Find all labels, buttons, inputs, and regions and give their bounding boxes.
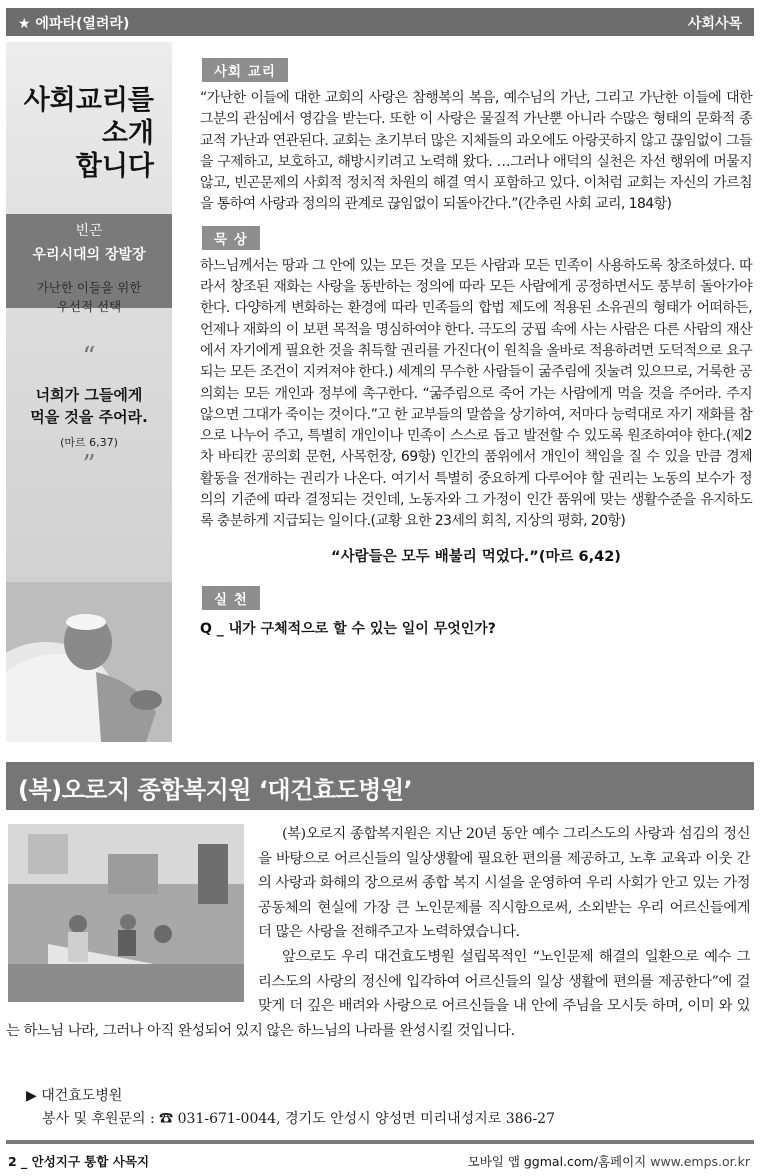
- sidebar: [6, 42, 172, 742]
- meditation-section: [200, 226, 752, 566]
- section-label: 사회 교리: [202, 58, 288, 82]
- feature-header-bar: [6, 762, 754, 810]
- feature-body: [6, 822, 750, 1043]
- open-quote-icon: “: [82, 342, 96, 372]
- contact-info: [26, 1085, 555, 1131]
- sidebar-subtitle: [6, 278, 172, 316]
- footer-divider: [6, 1140, 754, 1144]
- contact-title: ▶ 대건효도병원: [26, 1088, 123, 1104]
- sidebar-title: [6, 84, 154, 183]
- meditation-quote: “사람들은 모두 배불리 먹었다.”(마르 6,42): [331, 548, 621, 565]
- feature-title: (복)오로지 종합복지원 ‘대건효도병원’: [18, 776, 413, 804]
- sidebar-title-line: 소개: [101, 118, 154, 149]
- quote-reference: (마르 6,37): [60, 436, 118, 449]
- page-number-publication: 2 _ 안성지구 통합 사목지: [8, 1154, 150, 1169]
- sidebar-quote: [6, 384, 172, 428]
- subtitle-line: 우선적 선택: [56, 299, 122, 314]
- topic-subtitle: 우리시대의 장발장: [32, 247, 146, 263]
- quote-line: 먹을 것을 주어라.: [30, 408, 148, 426]
- praying-figure-image: [6, 582, 172, 742]
- practice-question: Q _ 내가 구체적으로 할 수 있는 일이 무엇인가?: [200, 620, 496, 637]
- main-content: [200, 58, 752, 638]
- teaching-text: “가난한 이들에 대한 교회의 사랑은 참행복의 복음, 예수님의 가난, 그리고 가난한 이들에 대한 그분의 관심에서 영감을 받는다. 또한 이 사랑은 물질적 가난뿐 아니라 수많은 형태의 문화적 종교적 가난과 연관된다. 교회는 초기부터 많은 지체들의 과오에도 아랑곳하지 않고 끊임없이 그들을 구제하고, 보호하고, 해방시키려고 노력해 왔다. …그러나 애덕의 실천은 자선 행위에 머물지 않고, 빈곤문제의 사회적 정치적 차원의 해결 역시 포함하고 있다. 이처럼 교회는 자신의 가르침을 통하여 사랑과 정의의 관계로 끊임없이 되돌아간다.”(간추린 사회 교리, 184항): [200, 90, 752, 213]
- sidebar-title-line: 합니다: [75, 151, 154, 182]
- footer-links: [468, 1152, 750, 1170]
- quote-line: 너희가 그들에게: [35, 386, 143, 404]
- mobile-app-link[interactable]: 모바일 앱 ggmal.com/홈페이지: [467, 1154, 647, 1169]
- feature-paragraph: 앞으로도 우리 대건효도병원 설립목적인 “노인문제 해결의 일환으로 예수 그리스도의 사랑의 정신에 입각하여 어르신들의 일상 생활에 편의를 제공한다”에 걸맞게 더 깊은 배려와 사랑으로 어르신들을 내 안에 주님을 모시듯 하며, 이미 와 있는 하느님 나라, 그러나 아직 완성되어 있지 않은 하느님의 나라를 완성시킬 것입니다.: [6, 948, 750, 1039]
- section-name: ★ 에파타(열려라): [18, 16, 130, 32]
- homepage-link[interactable]: www.emps.or.kr: [650, 1154, 750, 1169]
- topic-name: 빈곤: [75, 223, 103, 239]
- close-quote-icon: ”: [82, 450, 96, 480]
- sidebar-title-line: 사회교리를: [23, 85, 154, 116]
- category-name: 사회사목: [687, 16, 742, 32]
- top-header-bar: [6, 8, 754, 36]
- section-label: 실 천: [202, 586, 260, 610]
- contact-details: 봉사 및 후원문의 : ☎ 031-671-0044, 경기도 안성시 양성면 미리내성지로 386-27: [42, 1111, 555, 1127]
- subtitle-line: 가난한 이들을 위한: [36, 280, 142, 295]
- teaching-section: [200, 58, 752, 216]
- feature-paragraph: (복)오로지 종합복지원은 지난 20년 동안 예수 그리스도의 사랑과 섬김의 정신을 바탕으로 어르신들의 일상생활에 필요한 편의를 제공하고, 노후 교육과 이웃 간의 사랑과 화해의 장으로써 종합 복지 시설을 운영하여 우리 사회가 안고 있는 가정 공동체의 현실에 가장 큰 노인문제를 직시함으로써, 소외받는 우리 어르신들에게 더 많은 사랑을 전해주고자 노력하였습니다.: [258, 826, 750, 941]
- practice-section: [200, 586, 752, 638]
- meditation-text: 하느님께서는 땅과 그 안에 있는 모든 것을 모든 사람과 모든 민족이 사용하도록 창조하셨다. 따라서 창조된 재화는 사랑을 동반하는 정의에 따라 모든 사람에게 공정하면서도 풍부히 돌아가야 한다. 다양하게 변화하는 환경에 따라 민족들의 합법 제도에 적용된 소유권의 형태가 어떠하든, 언제나 재화의 이 보편 목적을 명심하여야 한다. 극도의 궁핍 속에 사는 사람은 다른 사람의 재산에서 자기에게 필요한 것을 취득할 권리를 가진다(이 원칙을 올바로 적용하려면 도덕적으로 요구되는 모든 조건이 지켜져야 한다.) 세계의 무수한 사람들이 굶주림에 짓눌려 있으므로, 거룩한 공의회는 모든 개인과 정부에 촉구한다. “굶주림으로 죽어 가는 사람에게 먹을 것을 주어라. 주지 않으면 그대가 죽이는 것이다.”고 한 교부들의 말씀을 상기하여, 저마다 능력대로 자기 재화를 참으로 나누어 주고, 특별히 개인이나 민족이 스스로 돕고 발전할 수 있도록 원조하여야 한다.(제2차 바티칸 공의회 문헌, 사목헌장, 69항) 인간의 품위에서 개인이 책임을 질 수 있을 만큼 경제 활동을 전개하는 권리가 나온다. 여기서 특별히 중요하게 다루어야 할 권리는 노동의 보수가 정의의 기준에 따라 결정되는 것인데, 노동자와 그 가정이 인간 품위에 맞는 생활수준을 유지하도록 충분하게 지급되는 일이다.(교황 요한 23세의 회칙, 지상의 평화, 20항): [200, 257, 752, 530]
- section-label: 묵 상: [202, 226, 260, 250]
